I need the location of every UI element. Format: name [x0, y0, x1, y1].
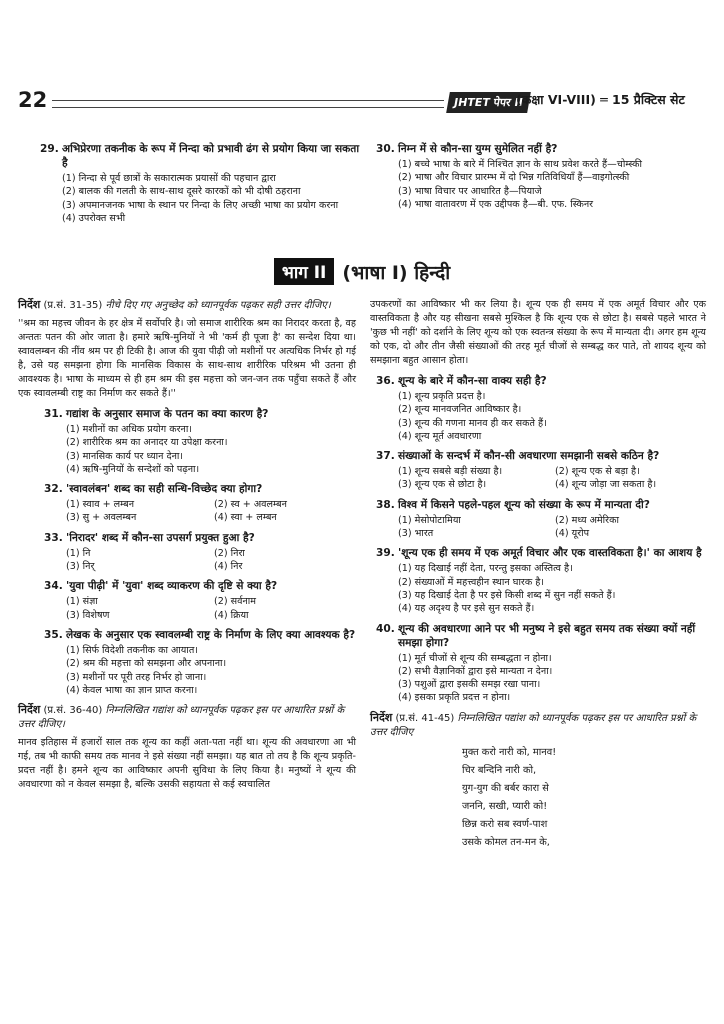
option: (2) सभी वैज्ञानिकों द्वारा इसे मान्यता न देना।: [398, 665, 553, 677]
option: (3) मानसिक कार्य पर ध्यान देना।: [66, 450, 184, 462]
option: (1) नि: [66, 547, 91, 559]
option: (2) भाषा और विचार प्रारम्भ में दो भिन्न गतिविधियाँ हैं—वाइगोत्स्की: [398, 172, 630, 184]
option: (2) शून्य मानवजनित आविष्कार है।: [398, 404, 522, 416]
question-31: 31. गद्यांश के अनुसार समाज के पतन का क्या कारण है? (1) मशीनों का अधिक प्रयोग करना। (2) शारीरिक श्रम का अनादर या उपेक्षा करना। (3) मानसिक कार्य पर ध्यान देना। (4) ऋषि-मुनियों के सन्देशों को पढ़ना।: [18, 407, 356, 476]
poem: [370, 744, 706, 852]
section-heading: (भाषा I) हिन्दी: [342, 261, 451, 284]
option: (1) शून्य प्रकृति प्रदत्त है।: [398, 391, 486, 402]
option: (1) शून्य सबसे बड़ी संख्या है।: [398, 466, 503, 478]
practice-set-label: (कक्षा VI-VIII) ═ 15 प्रैक्टिस सेट: [516, 92, 685, 107]
poem-line: चिर बन्दिनि नारी को,: [462, 764, 537, 776]
passage-1: ''श्रम का महत्त्व जीवन के हर क्षेत्र में सर्वोपरि है। जो समाज शारीरिक श्रम का निरादर करता है, वह अन्ततः पतन की ओर जाता है। हमारे ऋषि-मुनियों ने भी 'कर्म ही पूजा है' का सन्देश दिया था। स्वावलम्बन की नींव श्रम पर ही टिकी है। आज की युवा पीढ़ी जो मशीनों पर अत्यधिक निर्भर हो गई है, उसे यह समझना होगा कि मानसिक विकास के साथ-साथ शारीरिक परिश्रम भी उतना ही आवश्यक है। भाषा के माध्यम से ही हम श्रम की इस महत्ता को जन-जन तक पहुँचा सकते हैं और एक स्वावलम्बी राष्ट्र का निर्माण कर सकते हैं।'': [18, 318, 356, 399]
option: (1) सिर्फ विदेशी तकनीक का आयात।: [66, 644, 198, 656]
page-header: [18, 90, 708, 116]
option: (4) यूरोप: [555, 528, 590, 540]
question-text: निम्न में से कौन-सा युग्म सुमेलित नहीं है?: [398, 143, 558, 155]
option: (4) भाषा वातावरण में एक उद्दीपक है—बी. एफ. स्किनर: [398, 198, 594, 210]
poem-line: युग-युग की बर्बर कारा से: [462, 782, 549, 794]
option: (1) मूर्त चीजों से शून्य की सम्बद्धता न होना।: [398, 652, 552, 664]
option: (4) इसका प्रकृति प्रदत्त न होना।: [398, 692, 511, 704]
option: (4) क्रिया: [214, 609, 249, 621]
option: (4) ऋषि-मुनियों के सन्देशों को पढ़ना।: [66, 463, 200, 475]
question-36: 36. शून्य के बारे में कौन-सा वाक्य सही है? (1) शून्य प्रकृति प्रदत्त है। (2) शून्य मानवजनित आविष्कार है। (3) शून्य की गणना मानव ही कर सकते हैं। (4) शून्य मूर्त अवधारणा: [370, 374, 706, 443]
option: (1) संज्ञा: [66, 596, 98, 608]
option: (2) श्रम की महत्ता को समझना और अपनाना।: [66, 658, 227, 670]
option: (2) बालक की गलती के साथ-साथ दूसरे कारकों को भी दोषी ठहराना: [62, 186, 301, 198]
option: (3) अपमानजनक भाषा के स्थान पर निन्दा के लिए अच्छी भाषा का प्रयोग करना: [62, 199, 339, 211]
left-column: [18, 298, 356, 798]
option: (2) निरा: [214, 547, 245, 559]
question-33: 33. 'निरादर' शब्द में कौन-सा उपसर्ग प्रयुक्त हुआ है? (1) नि (2) निरा (3) निर् (4) निर: [18, 531, 356, 574]
question-39: 39. 'शून्य एक ही समय में एक अमूर्त विचार और एक वास्तविकता है।' का आशय है (1) यह दिखाई नहीं देता, परन्तु इसका अस्तित्व है। (2) संख्याओं में महत्त्वहीन स्थान घारक है। (3) यह दिखाई देता है पर इसे किसी शब्द में सुन नहीं सकते हैं। (4) यह अदृश्य है पर इसे सुन सकते हैं।: [370, 546, 706, 615]
question-30: 30. निम्न में से कौन-सा युग्म सुमेलित नहीं है? (1) बच्चे भाषा के बारे में निश्चित ज्ञान के साथ प्रवेश करते हैं—चोम्स्की (2) भाषा और विचार प्रारम्भ में दो भिन्न गतिविधियाँ हैं—वाइगोत्स्की (3) भाषा विचार पर आधारित है—पियाजे (4) भाषा वातावरण में एक उद्दीपक है—बी. एफ. स्किनर: [376, 142, 696, 217]
option: (3) भारत: [398, 528, 434, 540]
question-29: 29. अभिप्रेरणा तकनीक के रूप में निन्दा को प्रभावी ढंग से प्रयोग किया जा सकता है (1) निन्दा से पूर्व छात्रों के सकारात्मक प्रयासों की पहचान द्वारा (2) बालक की गलती के साथ-साथ दूसरे कारकों को भी दोषी ठहराना (3) अपमानजनक भाषा के स्थान पर निन्दा के लिए अच्छी भाषा का प्रयोग करना (4) उपरोक्त सभी: [40, 143, 360, 224]
direction-36-40: निर्देश (प्र.सं. 36-40) निम्नलिखित गद्यांश को ध्यानपूर्वक पढ़कर इस पर आधारित प्रश्नों के उत्तर दीजिए।: [18, 703, 345, 731]
option: (1) मशीनों का अधिक प्रयोग करना।: [66, 424, 192, 435]
question-text: अभिप्रेरणा तकनीक के रूप में निन्दा को प्रभावी ढंग से प्रयोग किया जा सकता है: [62, 143, 360, 169]
right-column: [370, 298, 706, 852]
page-number: 22: [18, 88, 48, 112]
option: (3) निर्: [66, 561, 95, 573]
option: (2) सर्वनाम: [214, 596, 257, 608]
option: (2) शून्य एक से बड़ा है।: [555, 466, 640, 478]
option: (3) शून्य एक से छोटा है।: [398, 479, 487, 491]
option: (4) स्वा + लम्बन: [214, 512, 277, 524]
option: (3) शून्य की गणना मानव ही कर सकते हैं।: [398, 417, 547, 429]
option: (4) निर: [214, 561, 243, 573]
option: (3) मशीनों पर पूरी तरह निर्भर हो जाना।: [66, 671, 207, 683]
option: (4) केवल भाषा का ज्ञान प्राप्त करना।: [66, 684, 198, 696]
option: (4) उपरोक्त सभी: [62, 212, 126, 224]
option: (1) निन्दा से पूर्व छात्रों के सकारात्मक प्रयासों की पहचान द्वारा: [62, 173, 276, 184]
option: (3) सु + अवलम्बन: [66, 512, 137, 524]
option: (1) मेसोपोटामिया: [398, 514, 461, 526]
section-badge: भाग II: [274, 258, 335, 285]
option: (4) शून्य जोड़ा जा सकता है।: [555, 479, 657, 491]
header-rule: [52, 100, 444, 108]
passage-2-part-1: मानव इतिहास में हजारों साल तक शून्य का कहीं अता-पता नहीं था। शून्य की अवधारणा आ भी गई, तब भी काफी समय तक मानव ने इसे संख्या नहीं समझा। यह बात तो तय है कि शून्य प्रकृति-प्रदत्त नहीं है। हमने शून्य का आविष्कार अपनी सुविधा के लिए किया है। मनुष्यों ने शून्य की अवधारणा को न केवल समझा है, बल्कि उसकी सहायता से कई स्वचालित: [18, 737, 356, 791]
option: (1) यह दिखाई नहीं देता, परन्तु इसका अस्तित्व है।: [398, 563, 573, 575]
poem-line: जननि, सखी, प्यारी को!: [462, 800, 548, 812]
option: (3) पशुओं द्वारा इसकी समझ रखा पाना।: [398, 679, 541, 691]
option: (2) संख्याओं में महत्त्वहीन स्थान घारक है।: [398, 576, 545, 588]
option: (3) यह दिखाई देता है पर इसे किसी शब्द में सुन नहीं सकते हैं।: [398, 589, 616, 601]
option: (3) विशेषण: [66, 609, 110, 621]
question-34: 34. 'युवा पीढ़ी' में 'युवा' शब्द व्याकरण की दृष्टि से क्या है? (1) संज्ञा (2) सर्वनाम (3) विशेषण (4) क्रिया: [18, 579, 356, 622]
exam-badge: JHTET पेपर II: [446, 92, 530, 113]
direction-41-45: निर्देश (प्र.सं. 41-45) निम्नलिखित पद्यांश को ध्यानपूर्वक पढ़कर इस पर आधारित प्रश्नों के उत्तर दीजिए: [370, 710, 697, 738]
option: (4) शून्य मूर्त अवधारणा: [398, 430, 482, 442]
option: (1) स्वाव + लम्बन: [66, 499, 135, 511]
option: (3) भाषा विचार पर आधारित है—पियाजे: [398, 185, 542, 197]
option: (2) शारीरिक श्रम का अनादर या उपेक्षा करना।: [66, 437, 228, 449]
option: (4) यह अदृश्य है पर इसे सुन सकते हैं।: [398, 603, 535, 615]
option: (2) मध्य अमेरिका: [555, 514, 619, 526]
poem-line: मुक्त करो नारी को, मानव!: [462, 746, 557, 758]
poem-line: उसके कोमल तन-मन के,: [462, 836, 550, 848]
option: (2) स्व + अवलम्बन: [214, 499, 287, 511]
option: (1) बच्चे भाषा के बारे में निश्चित ज्ञान के साथ प्रवेश करते हैं—चोम्स्की: [398, 159, 643, 170]
question-37: 37. संख्याओं के सन्दर्भ में कौन-सी अवधारणा समझानी सबसे कठिन है? (1) शून्य सबसे बड़ी संख्या है। (2) शून्य एक से बड़ा है। (3) शून्य एक से छोटा है। (4) शून्य जोड़ा जा सकता है।: [370, 449, 706, 492]
direction-31-35: निर्देश (प्र.सं. 31-35) नीचे दिए गए अनुच्छेद को ध्यानपूर्वक पढ़कर सही उत्तर दीजिए।: [18, 298, 331, 311]
section-title: [0, 258, 724, 285]
poem-line: छिन्न करो सब स्वर्ण-पाश: [462, 818, 548, 830]
question-38: 38. विश्व में किसने पहले-पहल शून्य को संख्या के रूप में मान्यता दी? (1) मेसोपोटामिया (2) मध्य अमेरिका (3) भारत (4) यूरोप: [370, 498, 706, 541]
question-40: 40. शून्य की अवधारणा आने पर भी मनुष्य ने इसे बहुत समय तक संख्या क्यों नहीं समझा होगा? (1) मूर्त चीजों से शून्य की सम्बद्धता न होना। (2) सभी वैज्ञानिकों द्वारा इसे मान्यता न देना। (3) पशुओं द्वारा इसकी समझ रखा पाना। (4) इसका प्रकृति प्रदत्त न होना।: [370, 622, 706, 705]
question-32: 32. 'स्वावलंबन' शब्द का सही सन्धि-विच्छेद क्या होगा? (1) स्वाव + लम्बन (2) स्व + अवलम्बन (3) सु + अवलम्बन (4) स्वा + लम्बन: [18, 482, 356, 525]
passage-2-part-2: उपकरणों का आविष्कार भी कर लिया है। शून्य एक ही समय में एक अमूर्त विचार और एक वास्तविकता है और यह सीखना सबसे मुश्किल है कि शून्य एक से छोटा है। सबसे पहले भारत ने 'कुछ भी नहीं' को दर्शाने के लिए शून्य को एक स्वतन्त्र संख्या के रूप में मान्यता दी। अगर हम शून्य को एक, दो और तीन जैसी संख्याओं की तरह मूर्त चीजों से सम्बद्ध कर पाते, तो शायद शून्य को समझाना बहुत आसान होता।: [370, 299, 706, 366]
question-35: 35. लेखक के अनुसार एक स्वावलम्बी राष्ट्र के निर्माण के लिए क्या आवश्यक है? (1) सिर्फ विदेशी तकनीक का आयात। (2) श्रम की महत्ता को समझना और अपनाना। (3) मशीनों पर पूरी तरह निर्भर हो जाना। (4) केवल भाषा का ज्ञान प्राप्त करना।: [44, 628, 356, 696]
